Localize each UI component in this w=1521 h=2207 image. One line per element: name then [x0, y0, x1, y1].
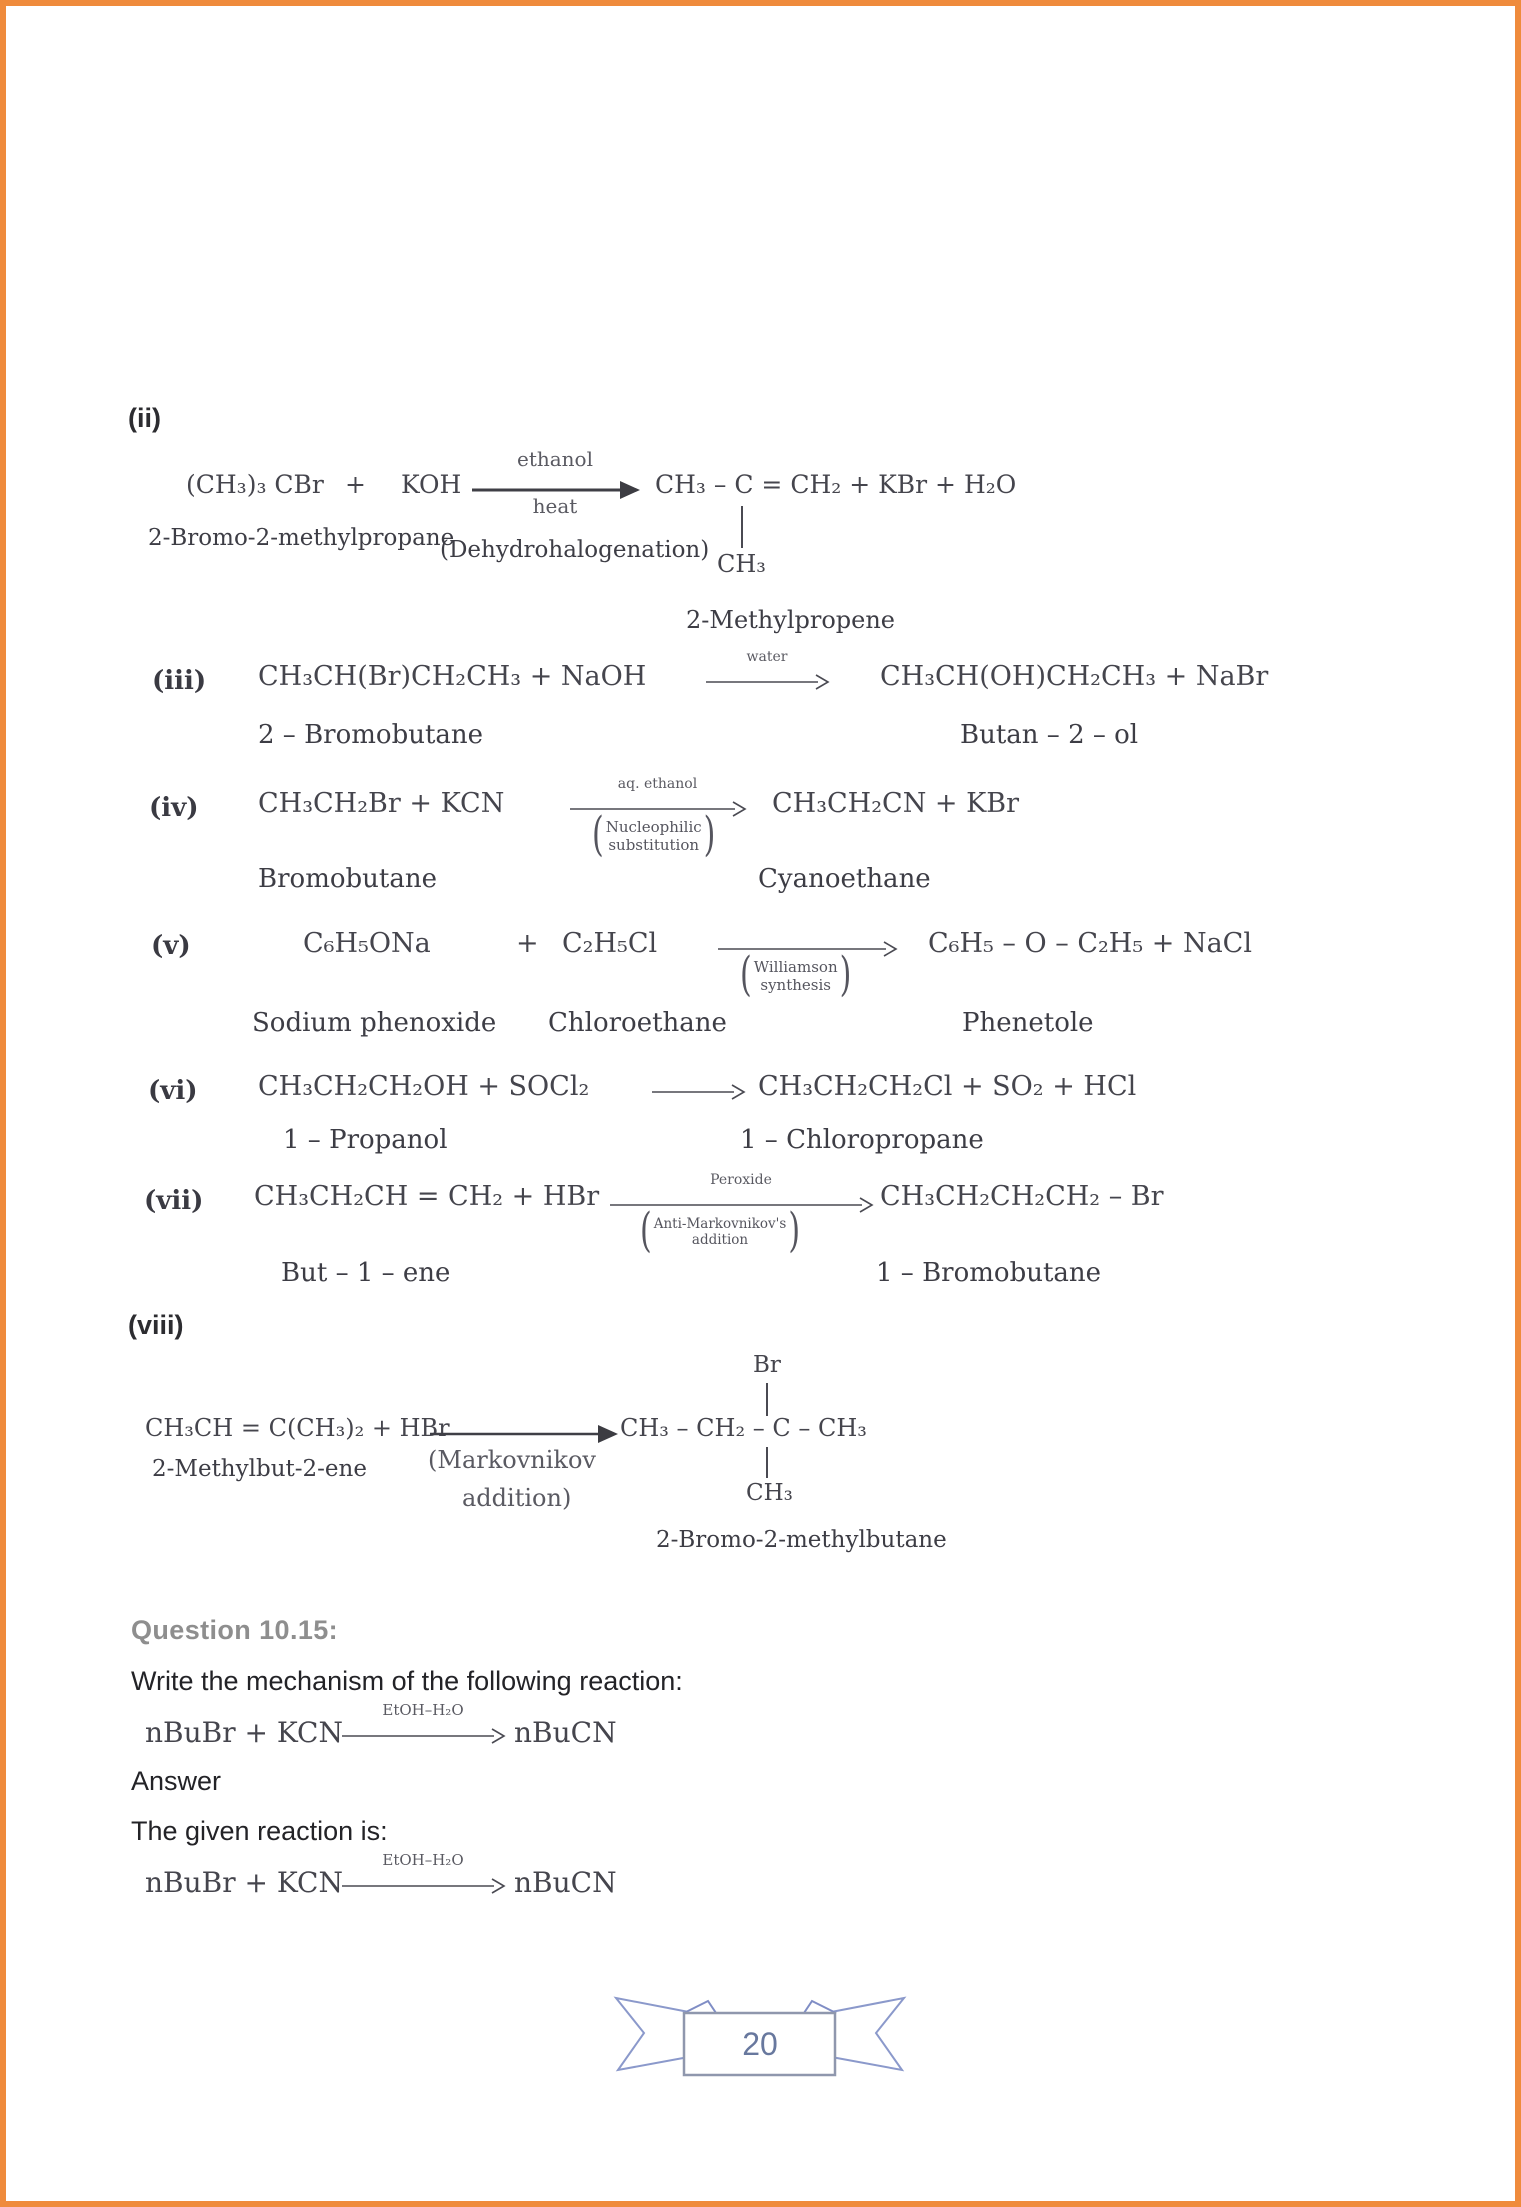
- question-reaction-lhs: nBuBr + KCN: [145, 1716, 343, 1749]
- reaction-v-label: (v): [151, 931, 191, 961]
- open-paren: (: [640, 1204, 652, 1259]
- note-line1: Anti-Markovnikov's: [653, 1216, 787, 1232]
- note-line1: Nucleophilic: [605, 818, 702, 836]
- ribbon-left-fold: [684, 2001, 716, 2013]
- reaction-viii-bottom-substituent: CH₃: [746, 1480, 793, 1506]
- reaction-iii-label: (iii): [152, 666, 207, 696]
- reaction-ii-reactant-name: 2-Bromo-2-methylpropane: [148, 525, 455, 551]
- close-paren: ): [839, 948, 852, 1003]
- page-number-ribbon: [610, 1988, 910, 2093]
- reaction-v-reactant2: C₂H₅Cl: [562, 928, 658, 959]
- vertical-bond: [766, 1383, 768, 1416]
- reaction-iv-rhs-name: Cyanoethane: [758, 864, 931, 894]
- reaction-ii-reactant2: KOH: [401, 470, 462, 499]
- reaction-ii-product: CH₃ – C = CH₂ + KBr + H₂O: [655, 470, 1017, 499]
- ribbon-right-fold: [804, 2001, 836, 2013]
- reaction-vi-lhs: CH₃CH₂CH₂OH + SOCl₂: [258, 1071, 590, 1102]
- reaction-iv-arrow-top-label: aq. ethanol: [617, 776, 698, 792]
- reaction-arrow-icon: [342, 1872, 504, 1896]
- reaction-viii-lhs-name: 2-Methylbut-2-ene: [152, 1456, 367, 1482]
- reaction-vi-rhs: CH₃CH₂CH₂Cl + SO₂ + HCl: [758, 1071, 1137, 1102]
- reaction-v-condition-note: [740, 948, 852, 1003]
- vertical-bond: [766, 1447, 768, 1478]
- reaction-ii-plus: +: [345, 470, 366, 499]
- close-paren: ): [703, 808, 716, 863]
- reaction-v-reactant1-name: Sodium phenoxide: [252, 1008, 497, 1038]
- reaction-vii-condition-note: [640, 1204, 801, 1259]
- reaction-iii-lhs-name: 2 – Bromobutane: [258, 720, 484, 750]
- reaction-iv-rhs: CH₃CH₂CN + KBr: [772, 788, 1020, 819]
- reaction-iv-lhs-name: Bromobutane: [258, 864, 437, 894]
- answer-reaction-lhs: nBuBr + KCN: [145, 1866, 343, 1899]
- question-reaction-arrow-top-label: EtOH–H₂O: [382, 1701, 464, 1719]
- reaction-vi-label: (vi): [148, 1076, 198, 1106]
- page-number: 20: [742, 2026, 778, 2062]
- reaction-ii-reaction-name: (Dehydrohalogenation): [440, 537, 710, 563]
- reaction-v-rhs: C₆H₅ – O – C₂H₅ + NaCl: [928, 928, 1252, 959]
- reaction-arrow-icon: [652, 1078, 744, 1102]
- answer-reaction-rhs: nBuCN: [514, 1866, 617, 1899]
- note-line2: substitution: [608, 836, 700, 854]
- question-reaction-rhs: nBuCN: [514, 1716, 617, 1749]
- reaction-v-reactant1: C₆H₅ONa: [303, 928, 431, 959]
- answer-label: Answer: [131, 1766, 222, 1796]
- reaction-iii-rhs-name: Butan – 2 – ol: [960, 720, 1139, 750]
- reaction-iv-condition-note: [592, 808, 716, 863]
- reaction-vi-lhs-name: 1 – Propanol: [283, 1125, 448, 1155]
- note-line2: addition: [691, 1232, 749, 1249]
- answer-intro: The given reaction is:: [131, 1816, 388, 1846]
- reaction-viii-rhs-name: 2-Bromo-2-methylbutane: [656, 1527, 947, 1553]
- note-line2: synthesis: [760, 976, 831, 994]
- note-line1: Williamson: [753, 958, 838, 976]
- reaction-vii-arrow-top-label: Peroxide: [710, 1172, 772, 1188]
- reaction-viii-note-line2: addition): [462, 1484, 572, 1512]
- ribbon-left-tail: [616, 1998, 694, 2070]
- reaction-viii-top-substituent: Br: [753, 1352, 781, 1378]
- reaction-v-rhs-name: Phenetole: [962, 1008, 1094, 1038]
- reaction-ii-reactant1: (CH₃)₃ CBr: [186, 470, 324, 499]
- reaction-ii-arrow-bottom-label: heat: [532, 494, 578, 518]
- open-paren: (: [592, 808, 604, 863]
- reaction-iii-lhs: CH₃CH(Br)CH₂CH₃ + NaOH: [258, 661, 647, 692]
- reaction-vi-rhs-name: 1 – Chloropropane: [740, 1125, 984, 1155]
- reaction-ii-branch-group: CH₃: [717, 550, 766, 578]
- reaction-arrow-icon: [430, 1420, 618, 1444]
- reaction-v-reactant2-name: Chloroethane: [548, 1008, 727, 1038]
- reaction-ii-label: (ii): [128, 403, 161, 433]
- reaction-viii-lhs: CH₃CH = C(CH₃)₂ + HBr: [145, 1414, 450, 1442]
- reaction-iii-rhs: CH₃CH(OH)CH₂CH₃ + NaBr: [880, 661, 1269, 692]
- reaction-vii-lhs: CH₃CH₂CH = CH₂ + HBr: [254, 1181, 600, 1212]
- reaction-vii-rhs-name: 1 – Bromobutane: [876, 1258, 1102, 1288]
- reaction-ii-arrow-top-label: ethanol: [517, 447, 593, 471]
- reaction-arrow-icon: [706, 668, 828, 692]
- question-heading: Question 10.15:: [131, 1615, 339, 1645]
- reaction-viii-label: (viii): [128, 1310, 184, 1340]
- reaction-viii-chain: CH₃ – CH₂ – C – CH₃: [620, 1414, 867, 1442]
- reaction-vii-lhs-name: But – 1 – ene: [281, 1258, 451, 1288]
- close-paren: ): [788, 1204, 801, 1259]
- reaction-vii-rhs: CH₃CH₂CH₂CH₂ – Br: [880, 1181, 1164, 1212]
- reaction-iv-lhs: CH₃CH₂Br + KCN: [258, 788, 505, 819]
- question-prompt: Write the mechanism of the following reaction:: [131, 1666, 683, 1696]
- reaction-viii-note-line1: (Markovnikov: [428, 1446, 596, 1474]
- reaction-ii-product-name: 2-Methylpropene: [686, 606, 896, 634]
- reaction-iv-label: (iv): [149, 793, 199, 823]
- ribbon-right-tail: [826, 1998, 904, 2070]
- reaction-v-plus: +: [516, 928, 539, 959]
- reaction-arrow-icon: [342, 1722, 504, 1746]
- open-paren: (: [740, 948, 752, 1003]
- reaction-iii-arrow-top-label: water: [746, 649, 788, 665]
- vertical-bond: [741, 506, 743, 548]
- reaction-vii-label: (vii): [144, 1186, 204, 1216]
- answer-reaction-arrow-top-label: EtOH–H₂O: [382, 1851, 464, 1869]
